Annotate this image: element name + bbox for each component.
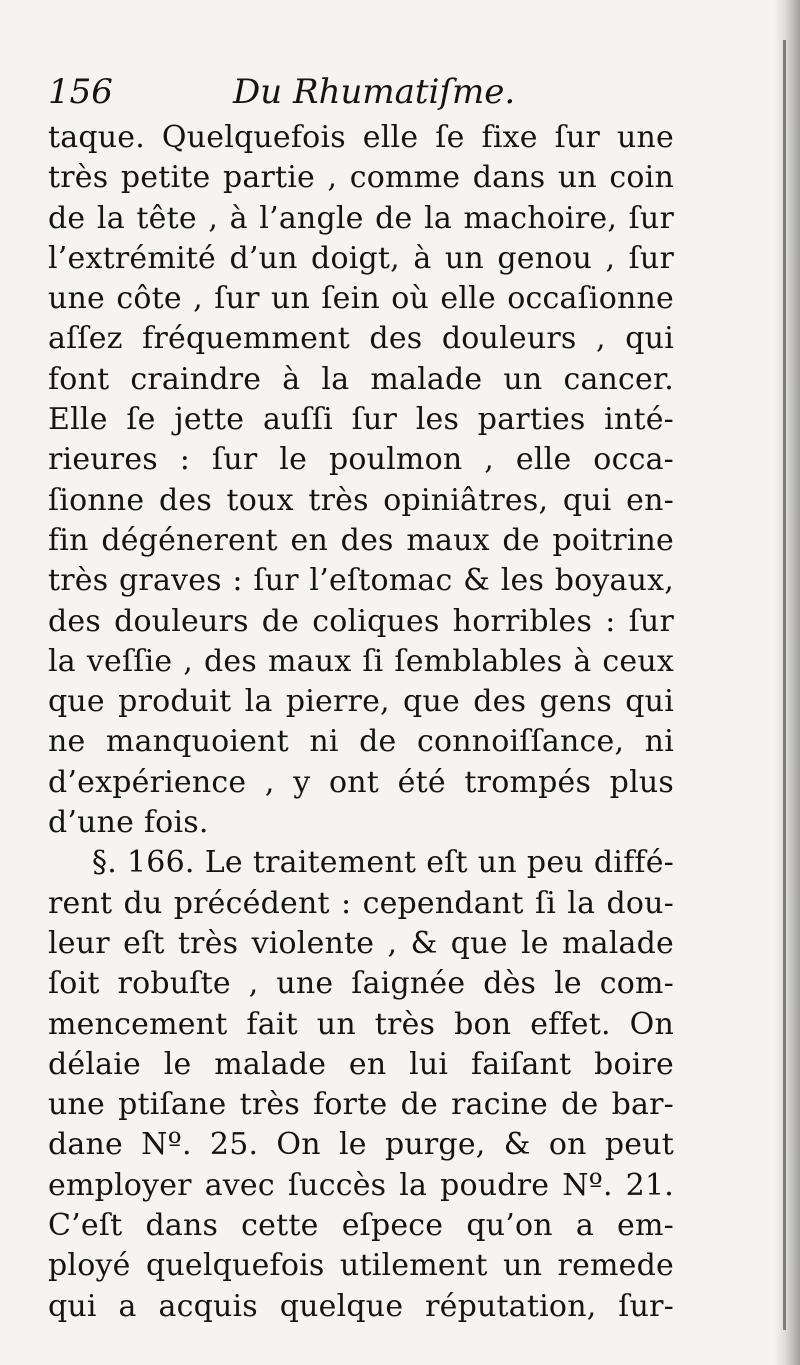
text-line: ne manquoient ni de connoiſſance, ni bbox=[48, 724, 674, 760]
page-number: 156 bbox=[48, 72, 113, 112]
text-line: C’eſt dans cette eſpece qu’on a em- bbox=[48, 1208, 674, 1244]
text-line: taque. Quelquefois elle ſe fixe ſur une bbox=[48, 120, 674, 155]
text-line: de la tête , à l’angle de la machoire, ſur bbox=[48, 200, 674, 236]
text-line: employer avec ſuccès la poudre Nº. 21. bbox=[48, 1167, 674, 1203]
text-line: rent du précédent : cependant ſi la dou- bbox=[48, 885, 674, 921]
binding-edge bbox=[783, 40, 786, 1330]
text-line: fin dégénerent en des maux de poitrine bbox=[48, 522, 674, 558]
text-line: l’extrémité d’un doigt, à un genou , ſur bbox=[48, 240, 674, 276]
body-text bbox=[48, 118, 674, 1327]
text-line: une côte , ſur un ſein où elle occaſionne bbox=[48, 281, 674, 317]
text-line: très petite partie , comme dans un coin bbox=[48, 160, 674, 196]
text-line: font craindre à la malade un cancer. bbox=[48, 361, 674, 397]
text-line: ployé quelquefois utilement un remede bbox=[48, 1248, 674, 1284]
running-title: Du Rhumatiſme. bbox=[233, 72, 516, 112]
text-line: mencement fait un très bon effet. On bbox=[48, 1006, 674, 1042]
text-line: Elle ſe jette auſſi ſur les parties inté- bbox=[48, 402, 674, 438]
text-line: d’expérience , y ont été trompés plus bbox=[48, 764, 674, 800]
text-line: une ptiſane très forte de racine de bar- bbox=[48, 1087, 674, 1123]
text-line: rieures : ſur le poulmon , elle occa- bbox=[48, 442, 674, 478]
text-line: délaie le malade en lui faiſant boire bbox=[48, 1046, 674, 1082]
text-line: aſſez fréquemment des douleurs , qui bbox=[48, 321, 674, 357]
text-line: très graves : ſur l’eſtomac & les boyaux, bbox=[48, 563, 674, 599]
paragraph-start-line: §. 166. Le traitement eſt un peu diffé- bbox=[92, 845, 674, 881]
text-line: leur eſt très violente , & que le malade bbox=[48, 925, 674, 961]
text-line: dane Nº. 25. On le purge, & on peut bbox=[48, 1127, 674, 1163]
text-line: la veſſie , des maux ſi ſemblables à ceux bbox=[48, 643, 674, 679]
text-line: d’une fois. bbox=[48, 805, 209, 841]
text-line: ſoit robuſte , une ſaignée dès le com- bbox=[48, 966, 674, 1002]
gutter-shadow bbox=[774, 0, 800, 1365]
text-line: que produit la pierre, que des gens qui bbox=[48, 684, 674, 720]
text-line: ſionne des toux très opiniâtres, qui en- bbox=[48, 482, 674, 518]
text-line: des douleurs de coliques horribles : ſur bbox=[48, 603, 674, 639]
page-header bbox=[48, 70, 688, 120]
text-line: qui a acquis quelque réputation, ſur- bbox=[48, 1288, 674, 1324]
